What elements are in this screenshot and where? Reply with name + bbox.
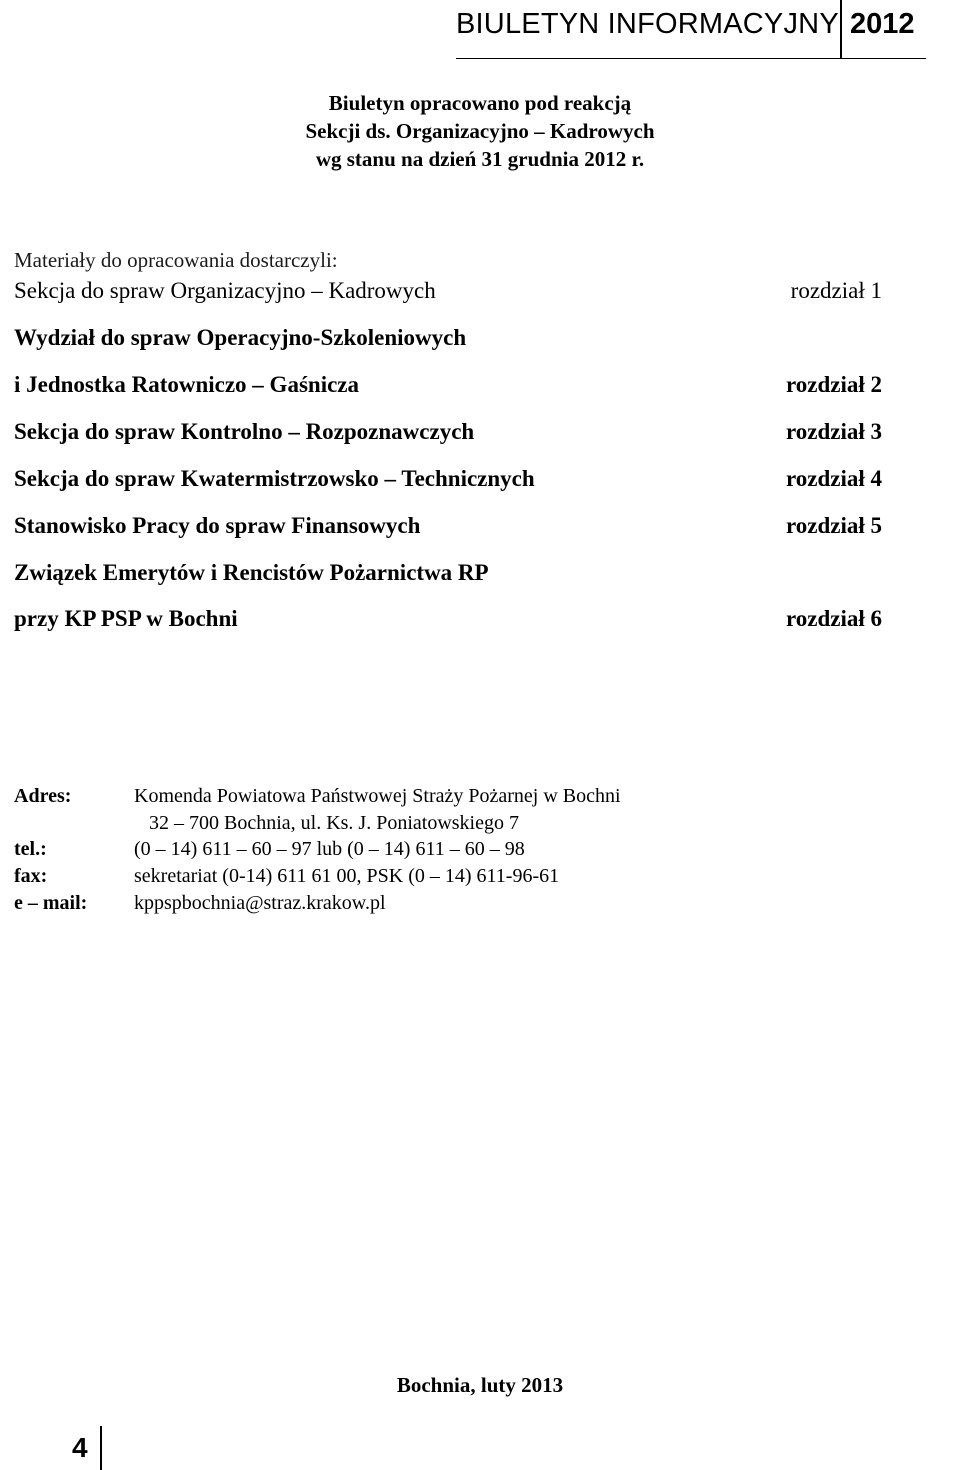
contributors-lead: Materiały do opracowania dostarczyli: bbox=[14, 248, 338, 272]
contributor-name: Związek Emerytów i Rencistów Pożarnictwa RP bbox=[14, 560, 489, 585]
contributor-row bbox=[14, 513, 882, 543]
contributor-name: Sekcja do spraw Organizacyjno – Kadrowych bbox=[14, 278, 436, 303]
page-number: 4 bbox=[72, 1432, 88, 1463]
address-line-2: 32 – 700 Bochnia, ul. Ks. J. Poniatowskiego 7 bbox=[149, 812, 519, 834]
intro-block bbox=[0, 89, 960, 173]
header-divider bbox=[840, 0, 842, 58]
running-header-year: 2012 bbox=[850, 8, 915, 40]
contributor-chapter: rozdział 3 bbox=[785, 419, 882, 444]
contributor-chapter: rozdział 4 bbox=[785, 466, 882, 491]
contributor-row bbox=[14, 372, 882, 402]
contributor-chapter: rozdział 1 bbox=[790, 278, 882, 303]
place-and-date: Bochnia, luty 2013 bbox=[396, 1373, 564, 1397]
address-line-1: Komenda Powiatowa Państwowej Straży Pożarnej w Bochni bbox=[134, 785, 621, 807]
contributor-row bbox=[14, 466, 882, 496]
fax-label: fax: bbox=[14, 865, 48, 887]
contributor-row bbox=[14, 560, 882, 590]
contributor-row bbox=[14, 278, 882, 308]
contributor-chapter: rozdział 6 bbox=[785, 606, 882, 631]
fax-row bbox=[14, 865, 914, 891]
intro-line-3: wg stanu na dzień 31 grudnia 2012 r. bbox=[315, 147, 645, 171]
intro-line-1: Biuletyn opracowano pod reakcją bbox=[328, 91, 632, 115]
tel-row bbox=[14, 838, 914, 864]
address-row bbox=[14, 785, 914, 811]
footer-divider bbox=[100, 1426, 102, 1470]
fax-value: sekretariat (0-14) 611 61 00, PSK (0 – 14) 611-96-61 bbox=[134, 865, 560, 887]
address-label: Adres: bbox=[14, 785, 72, 807]
contributor-name: Stanowisko Pracy do spraw Finansowych bbox=[14, 513, 421, 538]
address-row bbox=[14, 812, 914, 838]
email-row bbox=[14, 892, 914, 918]
running-header-title: BIULETYN INFORMACYJNY bbox=[456, 8, 839, 40]
intro-line-2: Sekcji ds. Organizacyjno – Kadrowych bbox=[305, 119, 655, 143]
contributor-name: Wydział do spraw Operacyjno-Szkoleniowych bbox=[14, 325, 467, 350]
header-rule bbox=[456, 58, 926, 59]
tel-value: (0 – 14) 611 – 60 – 97 lub (0 – 14) 611 – 60 – 98 bbox=[134, 838, 525, 860]
contributor-chapter: rozdział 2 bbox=[785, 372, 882, 397]
contributor-name: i Jednostka Ratowniczo – Gaśnicza bbox=[14, 372, 359, 397]
email-value: kppspbochnia@straz.krakow.pl bbox=[134, 892, 386, 914]
contributor-name: Sekcja do spraw Kwatermistrzowsko – Technicznych bbox=[14, 466, 535, 491]
contributor-row bbox=[14, 606, 882, 636]
contributor-name: przy KP PSP w Bochni bbox=[14, 606, 238, 631]
contributor-name: Sekcja do spraw Kontrolno – Rozpoznawczych bbox=[14, 419, 475, 444]
contributor-row bbox=[14, 419, 882, 449]
contributor-row bbox=[14, 325, 882, 355]
contributor-chapter: rozdział 5 bbox=[785, 513, 882, 538]
email-label: e – mail: bbox=[14, 892, 88, 914]
tel-label: tel.: bbox=[14, 838, 47, 860]
